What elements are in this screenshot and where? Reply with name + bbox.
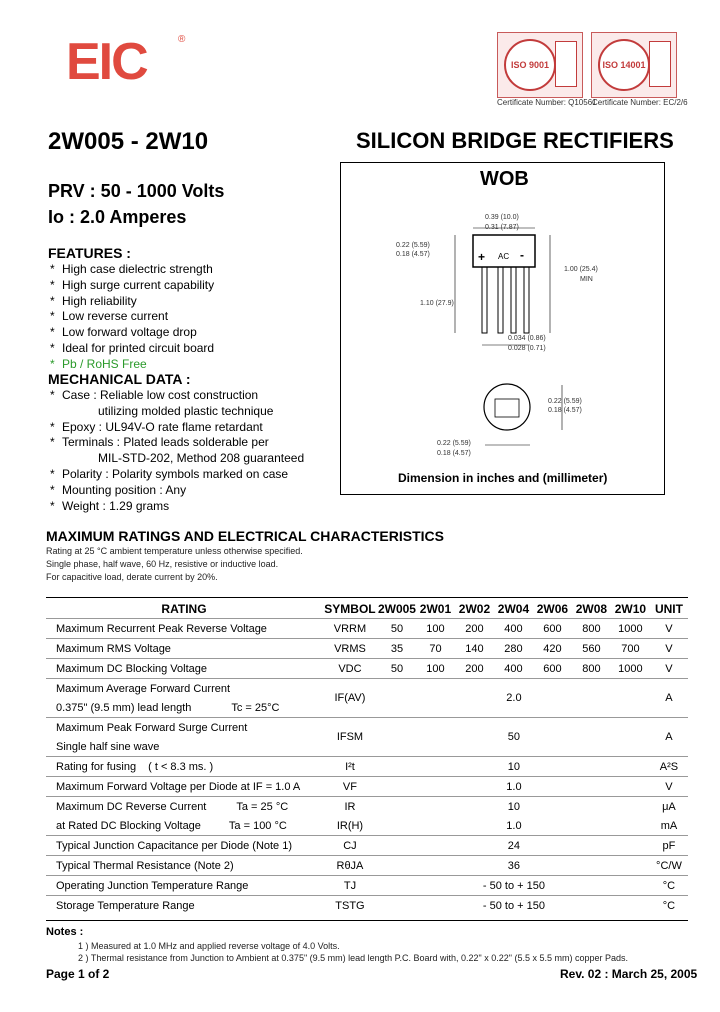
notes-heading: Notes : xyxy=(46,926,84,938)
mech-item: * Case : Reliable low cost construction xyxy=(50,388,259,402)
iso14001-seal: ISO 14001 xyxy=(598,39,650,91)
dim-label: 0.39 (10.0) xyxy=(485,214,519,221)
mech-item: * Polarity : Polarity symbols marked on case xyxy=(50,466,289,481)
table-row: Maximum Average Forward Current IF(AV) 2.0 A xyxy=(46,679,688,699)
ratings-note: For capacitive load, derate current by 20%. xyxy=(46,572,218,582)
ratings-note: Single phase, half wave, 60 Hz, resistive or inductive load. xyxy=(46,559,279,569)
feature-item: * High case dielectric strength xyxy=(50,262,213,276)
feature-item: * Low reverse current xyxy=(50,309,169,324)
ukas-mark-icon xyxy=(649,41,671,87)
dim-label: 0.22 (5.59) xyxy=(396,242,430,249)
mech-item: * Epoxy : UL94V-O rate flame retardant xyxy=(50,419,263,434)
table-row: Maximum DC Blocking Voltage VDC 50 100 200 400 600 800 1000 V xyxy=(46,659,688,679)
features-list xyxy=(50,262,214,373)
table-row: Typical Thermal Resistance (Note 2) RθJA 36 °C/W xyxy=(46,856,688,876)
dim-label: 0.028 (0.71) xyxy=(508,345,546,352)
note-2: 2 ) Thermal resistance from Junction to Ambient at 0.375" (9.5 mm) lead length P.C. Board with, 0.22" x 0.22" (5.5 x 5.5 mm) copper Pads. xyxy=(78,953,629,963)
table-row: Maximum Peak Forward Surge Current IFSM 50 A xyxy=(46,718,688,738)
ratings-heading: MAXIMUM RATINGS AND ELECTRICAL CHARACTERISTICS xyxy=(46,528,444,544)
feature-item-rohs: * Pb / RoHS Free xyxy=(50,356,147,371)
iso14001-badge xyxy=(591,32,677,98)
table-row: Operating Junction Temperature Range TJ - 50 to + 150 °C xyxy=(46,876,688,896)
polarity-plus: + xyxy=(478,250,486,264)
mech-item-cont: utilizing molded plastic technique xyxy=(98,403,274,418)
table-row: Maximum Forward Voltage per Diode at IF = 1.0 A VF 1.0 V xyxy=(46,777,688,797)
cert-caption-1: Certificate Number: Q10561 xyxy=(497,98,597,107)
mech-item: * Weight : 1.29 grams xyxy=(50,498,170,513)
ratings-note: Rating at 25 °C ambient temperature unless otherwise specified. xyxy=(46,546,303,556)
cert-caption-2: Certificate Number: EC/2/6 xyxy=(592,98,688,107)
bottom-view xyxy=(484,384,530,430)
mech-item-cont: MIL-STD-202, Method 208 guaranteed xyxy=(98,451,305,466)
dim-label: 0.31 (7.87) xyxy=(485,224,519,231)
diagram-caption: Dimension in inches and (millimeter) xyxy=(398,471,608,485)
iso9001-seal: ISO 9001 xyxy=(504,39,556,91)
table-row: Maximum DC Reverse Current Ta = 25 °C IR 10 μA xyxy=(56,800,676,813)
dim-label: 1.00 (25.4) xyxy=(564,266,598,273)
feature-item: * Low forward voltage drop xyxy=(50,325,197,340)
polarity-ac: AC xyxy=(498,252,510,261)
table-row: Single half sine wave xyxy=(46,737,688,757)
table-row: Maximum Recurrent Peak Reverse Voltage VRRM 50 100 200 400 600 800 1000 V xyxy=(46,619,688,639)
revision-date: Rev. 02 : March 25, 2005 xyxy=(560,967,698,981)
mech-item: * Mounting position : Any xyxy=(50,482,187,497)
dim-label: 1.10 (27.9) xyxy=(420,300,454,307)
registered-mark: ® xyxy=(178,34,186,45)
feature-item: * High surge current capability xyxy=(50,277,215,292)
lead xyxy=(482,267,487,333)
package-name: WOB xyxy=(480,168,529,190)
dim-label: 0.18 (4.57) xyxy=(396,251,430,258)
company-logo: EIC xyxy=(66,33,147,91)
features-heading: FEATURES : xyxy=(48,245,131,261)
feature-item: * High reliability xyxy=(50,293,137,308)
table-bottom-rule xyxy=(46,920,688,921)
table-top-rule xyxy=(46,597,688,598)
table-row: Typical Junction Capacitance per Diode (Note 1) CJ 24 pF xyxy=(46,836,688,856)
table-row: Storage Temperature Range TSTG - 50 to + 150 °C xyxy=(56,899,676,912)
lead xyxy=(498,267,503,333)
dim-label: 0.18 (4.57) xyxy=(548,407,582,414)
iso9001-badge xyxy=(497,32,583,98)
mechanical-list xyxy=(50,388,304,514)
dim-label: MIN xyxy=(580,276,593,283)
note-1: 1 ) Measured at 1.0 MHz and applied reverse voltage of 4.0 Volts. xyxy=(78,941,340,951)
polarity-minus: - xyxy=(520,248,524,262)
table-row: Rating for fusing ( t < 8.3 ms. ) I²t 10 A²S xyxy=(46,757,688,777)
mechanical-heading: MECHANICAL DATA : xyxy=(48,371,191,387)
prv-spec: PRV : 50 - 1000 Volts xyxy=(48,181,225,201)
feature-item: * Ideal for printed circuit board xyxy=(50,340,215,355)
ukas-mark-icon xyxy=(555,41,577,87)
table-row: Maximum RMS Voltage VRMS 35 70 140 280 420 560 700 V xyxy=(46,639,688,659)
dim-label: 0.18 (4.57) xyxy=(437,450,471,457)
page-number: Page 1 of 2 xyxy=(46,967,110,981)
ratings-table xyxy=(46,599,688,915)
dim-label: 0.22 (5.59) xyxy=(548,398,582,405)
part-number-title: 2W005 - 2W10 xyxy=(48,128,209,155)
table-row: at Rated DC Blocking Voltage Ta = 100 °C IR(H) 1.0 mA xyxy=(46,816,688,836)
io-spec: Io : 2.0 Amperes xyxy=(48,207,187,227)
table-row: 0.375" (9.5 mm) lead length Tc = 25°C xyxy=(46,698,688,718)
lead xyxy=(511,267,516,333)
dim-label: 0.034 (0.86) xyxy=(508,335,546,342)
table-header-row: RATING SYMBOL 2W005 2W01 2W02 2W04 2W06 2W08 2W10 UNIT xyxy=(46,599,688,619)
lead xyxy=(524,267,529,333)
package-drawing xyxy=(340,200,662,465)
mech-item: * Terminals : Plated leads solderable per xyxy=(50,435,269,450)
dim-label: 0.22 (5.59) xyxy=(437,440,471,447)
product-description-title: SILICON BRIDGE RECTIFIERS xyxy=(356,128,674,153)
